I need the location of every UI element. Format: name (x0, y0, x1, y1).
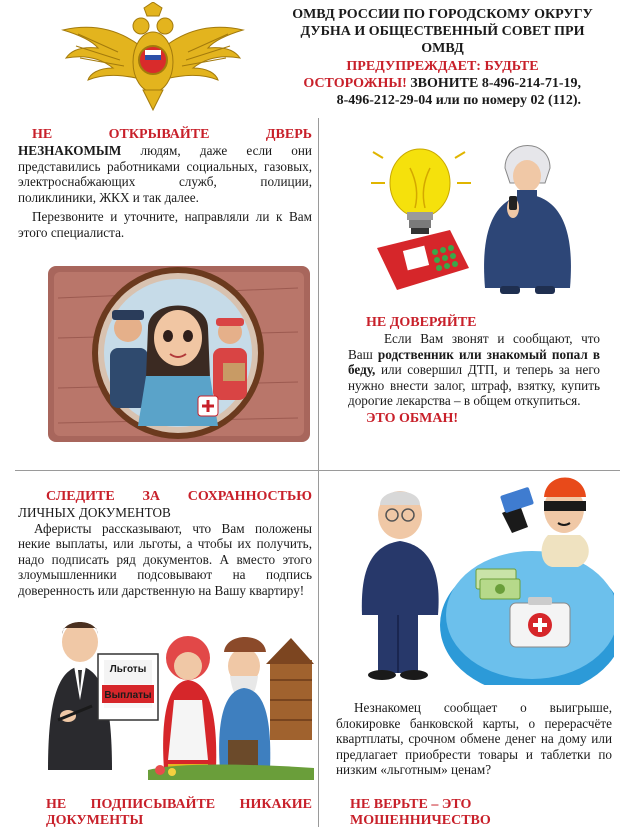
header-line-3: ОМВД (421, 41, 464, 56)
fraud-heading-1: НЕ ВЕРЬТЕ – ЭТО (350, 797, 472, 812)
section-trust-heading: НЕ ДОВЕРЯЙТЕ (366, 315, 477, 330)
section-stranger (336, 700, 612, 778)
header-line-1: ОМВД РОССИИ ПО ГОРОДСКОМУ ОКРУГУ (292, 7, 593, 22)
section-documents (18, 489, 312, 599)
section-door-heading: НЕ ОТКРЫВАЙТЕ ДВЕРЬ (32, 127, 312, 142)
section-stranger-bottom (350, 797, 610, 829)
section-trust-bold: родственник или знакомый попал в беду, (348, 346, 601, 378)
section-door-text-2: Перезвоните и уточните, направляли ли к Вам этого специалиста. (18, 209, 312, 240)
no-sign-heading-1: НЕ ПОДПИСЫВАЙТЕ НИКАКИЕ (46, 797, 312, 812)
scam-call-illustration (365, 128, 605, 308)
section-trust-footer: ЭТО ОБМАН! (366, 410, 459, 426)
section-documents-heading-2: ЛИЧНЫХ ДОКУМЕНТОВ (18, 505, 171, 520)
section-documents-bottom (18, 797, 312, 829)
section-door-text-1: НЕЗНАКОМЫМ людям, даже если они представились работниками социальных, газовых, электроснабжающих служб, полиции, поликлиники, ЖКХ и так далее. (18, 143, 312, 205)
sign-vyplaty: Выплаты (102, 685, 154, 703)
section-trust-text: Если Вам звонят и сообщают, что Ваш родственник или знакомый попал в беду, или совершил ДТП, и теперь за него нужно внести залог, штраф, взятку, купить дорогие лекарства – в общем откупиться. (348, 331, 601, 409)
section-documents-text: Аферисты рассказывают, что Вам положены некие выплаты, или льготы, а чтобы их получить, надо подписать ряд документов. А вместо этого злоумышленники подсовывают на подпись доверенность или дарственную на Вашу квартиру! (18, 520, 312, 598)
police-emblem (58, 2, 248, 112)
clipboard-sign (98, 654, 158, 720)
section-door (18, 127, 312, 241)
sign-lgoty: Льготы (109, 664, 147, 675)
header-phone-1: ЗВОНИТЕ 8-496-214-71-19, (406, 76, 581, 91)
fraud-heading-2: МОШЕННИЧЕСТВО (350, 813, 491, 828)
section-documents-heading: СЛЕДИТЕ ЗА СОХРАННОСТЬЮ (46, 489, 312, 504)
horizontal-divider (15, 470, 620, 471)
police-eagle-emblem-icon (58, 2, 248, 112)
header-phone-2: 8-496-212-29-04 или по номеру 02 (112). (336, 93, 581, 108)
documents-illustration (48, 620, 314, 780)
header-title (270, 6, 615, 109)
section-trust (348, 315, 600, 427)
section-door-heading-bold: НЕЗНАКОМЫМ (18, 143, 122, 158)
vertical-divider (318, 118, 319, 827)
header-warn-2: ОСТОРОЖНЫ! (303, 76, 407, 91)
fraud-illustration (352, 475, 614, 685)
header-warn-line (270, 75, 615, 92)
header-warn-1: ПРЕДУПРЕЖДАЕТ: БУДЬТЕ (346, 59, 539, 74)
section-stranger-text: Незнакомец сообщает о выигрыше, блокировке банковской карты, о перерасчёте квартплаты, срочном обмене денег на дому или предлагает приобрести товары и таблетки по низким «льготным» ценам? (336, 700, 612, 778)
peephole-illustration (48, 258, 316, 448)
header-line-2: ДУБНА И ОБЩЕСТВЕННЫЙ СОВЕТ ПРИ (300, 24, 585, 39)
no-sign-heading-2: ДОКУМЕНТЫ (46, 813, 144, 828)
